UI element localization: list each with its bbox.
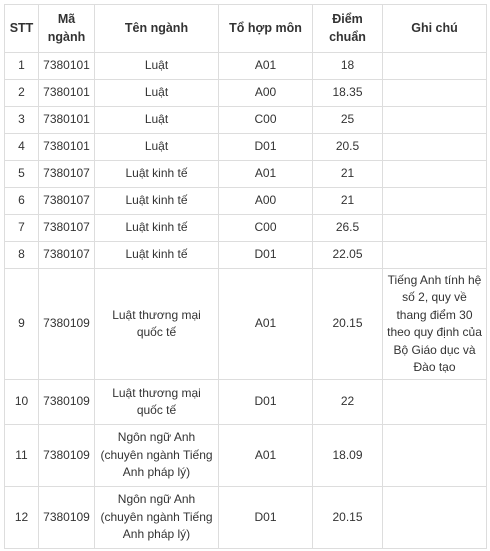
- cell-to-hop-mon: A00: [219, 80, 313, 107]
- table-row: [5, 107, 487, 134]
- cell-ten-nganh: Luật thương mại quốc tế: [95, 269, 219, 380]
- cell-stt: 3: [5, 107, 39, 134]
- cell-diem-chuan: 26.5: [313, 215, 383, 242]
- cell-diem-chuan: 18: [313, 53, 383, 80]
- cell-ma-nganh: 7380101: [39, 107, 95, 134]
- cell-ma-nganh: 7380107: [39, 215, 95, 242]
- cell-ghi-chu: [383, 134, 487, 161]
- cell-diem-chuan: 20.5: [313, 134, 383, 161]
- cell-diem-chuan: 21: [313, 161, 383, 188]
- cell-ten-nganh: Luật kinh tế: [95, 215, 219, 242]
- cell-ma-nganh: 7380101: [39, 53, 95, 80]
- cell-ghi-chu: [383, 380, 487, 425]
- header-ten-nganh: Tên ngành: [95, 5, 219, 53]
- cell-to-hop-mon: A00: [219, 188, 313, 215]
- cell-diem-chuan: 18.35: [313, 80, 383, 107]
- cell-ten-nganh: Luật kinh tế: [95, 161, 219, 188]
- cell-ma-nganh: 7380107: [39, 188, 95, 215]
- cell-stt: 9: [5, 269, 39, 380]
- cell-ten-nganh: Luật thương mại quốc tế: [95, 380, 219, 425]
- cell-stt: 7: [5, 215, 39, 242]
- cell-ma-nganh: 7380107: [39, 161, 95, 188]
- table-row: [5, 425, 487, 487]
- header-ghi-chu: Ghi chú: [383, 5, 487, 53]
- cell-ghi-chu: [383, 107, 487, 134]
- cell-diem-chuan: 18.09: [313, 425, 383, 487]
- cell-ten-nganh: Luật kinh tế: [95, 188, 219, 215]
- header-diem-chuan: Điểm chuẩn: [313, 5, 383, 53]
- table-row: [5, 80, 487, 107]
- table-row: [5, 188, 487, 215]
- cell-diem-chuan: 22: [313, 380, 383, 425]
- table-row: [5, 487, 487, 549]
- cell-ten-nganh: Ngôn ngữ Anh (chuyên ngành Tiếng Anh pháp lý): [95, 487, 219, 549]
- cell-to-hop-mon: D01: [219, 380, 313, 425]
- cell-diem-chuan: 21: [313, 188, 383, 215]
- cell-stt: 2: [5, 80, 39, 107]
- cell-ma-nganh: 7380101: [39, 80, 95, 107]
- cell-ma-nganh: 7380107: [39, 242, 95, 269]
- cell-ghi-chu: [383, 53, 487, 80]
- cell-ghi-chu: [383, 242, 487, 269]
- cell-to-hop-mon: C00: [219, 107, 313, 134]
- cell-ten-nganh: Luật: [95, 80, 219, 107]
- cell-ma-nganh: 7380101: [39, 134, 95, 161]
- table-header-row: [5, 5, 487, 53]
- table-row: [5, 53, 487, 80]
- table-row: [5, 215, 487, 242]
- cell-ghi-chu: Tiếng Anh tính hệ số 2, quy về thang điểm 30 theo quy định của Bộ Giáo dục và Đào tạo: [383, 269, 487, 380]
- cell-stt: 1: [5, 53, 39, 80]
- cell-diem-chuan: 20.15: [313, 269, 383, 380]
- cell-diem-chuan: 22.05: [313, 242, 383, 269]
- table-row: [5, 161, 487, 188]
- cell-to-hop-mon: A01: [219, 53, 313, 80]
- cell-ghi-chu: [383, 425, 487, 487]
- cell-to-hop-mon: D01: [219, 134, 313, 161]
- cell-ghi-chu: [383, 161, 487, 188]
- cell-to-hop-mon: D01: [219, 242, 313, 269]
- table-row: [5, 269, 487, 380]
- cell-stt: 10: [5, 380, 39, 425]
- cell-ten-nganh: Luật: [95, 107, 219, 134]
- header-stt: STT: [5, 5, 39, 53]
- cell-to-hop-mon: C00: [219, 215, 313, 242]
- cell-diem-chuan: 20.15: [313, 487, 383, 549]
- cell-ten-nganh: Ngôn ngữ Anh (chuyên ngành Tiếng Anh pháp lý): [95, 425, 219, 487]
- table-row: [5, 380, 487, 425]
- cell-to-hop-mon: A01: [219, 161, 313, 188]
- cell-ma-nganh: 7380109: [39, 487, 95, 549]
- table-row: [5, 242, 487, 269]
- header-to-hop-mon: Tổ hợp môn: [219, 5, 313, 53]
- admission-scores-table: [4, 4, 487, 549]
- cell-stt: 5: [5, 161, 39, 188]
- cell-ma-nganh: 7380109: [39, 380, 95, 425]
- cell-stt: 6: [5, 188, 39, 215]
- cell-to-hop-mon: A01: [219, 269, 313, 380]
- cell-ma-nganh: 7380109: [39, 425, 95, 487]
- cell-ghi-chu: [383, 80, 487, 107]
- cell-ten-nganh: Luật: [95, 53, 219, 80]
- cell-ghi-chu: [383, 487, 487, 549]
- cell-stt: 8: [5, 242, 39, 269]
- table-row: [5, 134, 487, 161]
- cell-ten-nganh: Luật kinh tế: [95, 242, 219, 269]
- cell-to-hop-mon: D01: [219, 487, 313, 549]
- cell-to-hop-mon: A01: [219, 425, 313, 487]
- cell-diem-chuan: 25: [313, 107, 383, 134]
- cell-ma-nganh: 7380109: [39, 269, 95, 380]
- cell-stt: 11: [5, 425, 39, 487]
- cell-ghi-chu: [383, 215, 487, 242]
- cell-stt: 4: [5, 134, 39, 161]
- header-ma-nganh: Mã ngành: [39, 5, 95, 53]
- cell-ghi-chu: [383, 188, 487, 215]
- cell-ten-nganh: Luật: [95, 134, 219, 161]
- cell-stt: 12: [5, 487, 39, 549]
